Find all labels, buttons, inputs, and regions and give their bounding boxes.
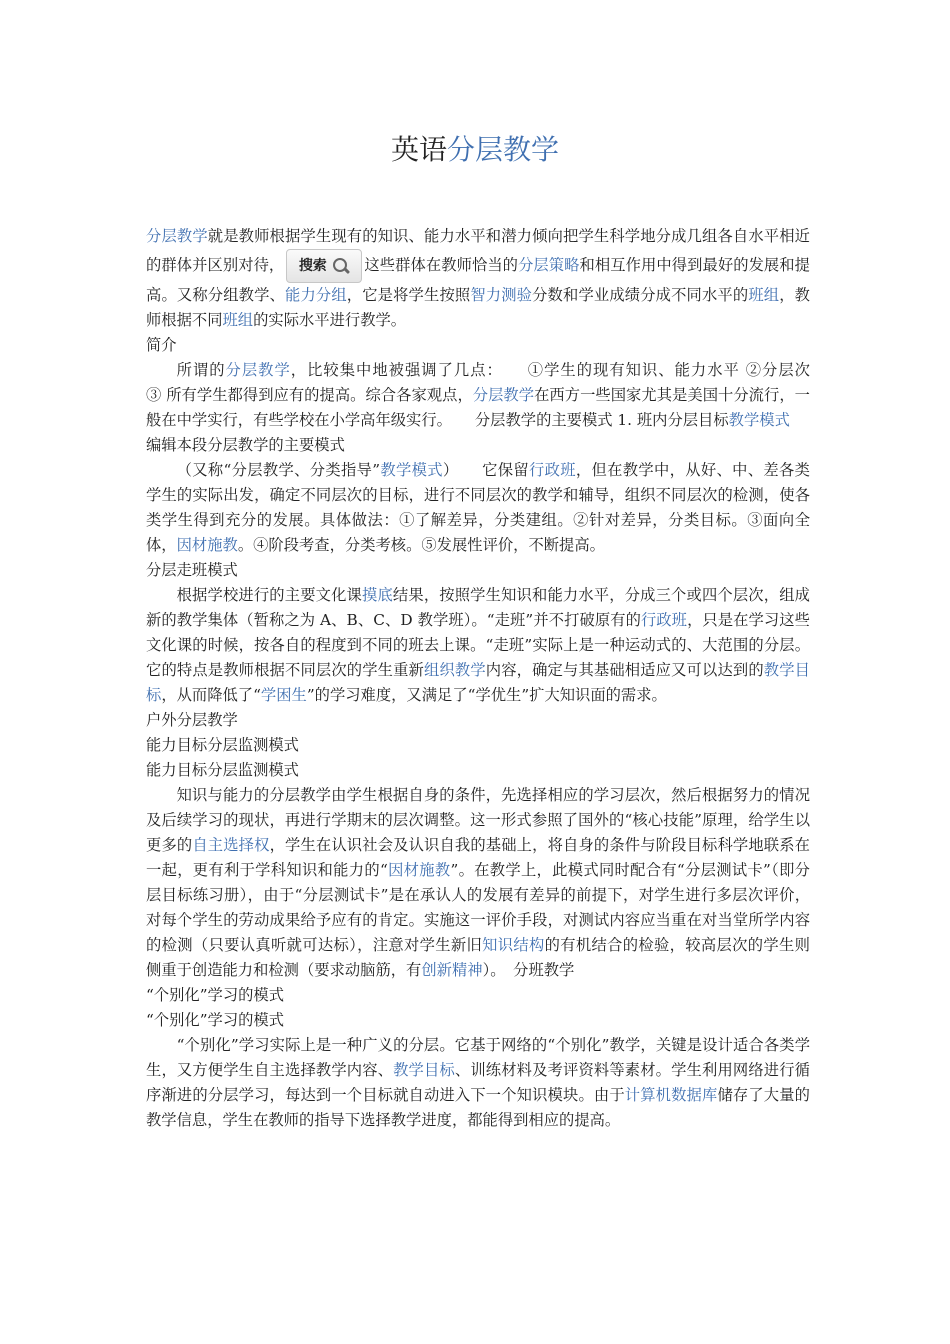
text: 结果，按照学生知识和能力水平，分成三个或四个层次，组成新的教学集体（暂称之为 A、B、C、D 教学班）。“走班”并不打破原有的 <box>146 586 810 629</box>
text: ）。 分班教学 <box>482 961 575 979</box>
search-button-label: 搜索 <box>298 257 327 274</box>
text: ”的学习难度，又满足了“学优生”扩大知识面的需求。 <box>306 686 667 704</box>
page-title <box>0 130 950 170</box>
text: 内容，确定与其基础相适应又可以达到的 <box>485 661 764 679</box>
text: 这些群体在教师恰当的 <box>364 256 519 274</box>
link-jiaoxue-moshi[interactable]: 教学模式 <box>380 461 443 479</box>
text: ，学生在认识社会及认识自我的基础上，将自身的条件与阶段目标科学地联系在一起，更有利于学科知识和能力的“ <box>146 836 810 879</box>
text: ，它是将学生按照 <box>346 286 471 304</box>
link-xingzhengban[interactable]: 行政班 <box>640 611 688 629</box>
section-heading-individual: “个别化”学习的模式 <box>146 986 285 1004</box>
link-fencengjiaoxue[interactable]: 分层教学 <box>472 386 535 404</box>
text: 的实际水平进行教学。 <box>253 311 407 329</box>
link-banzu[interactable]: 班组 <box>748 286 780 304</box>
search-button[interactable] <box>286 249 362 283</box>
link-yincaishijiao[interactable]: 因材施教 <box>176 536 238 554</box>
text: 、训练材料及考评资料等素材。学生利用网络进行循序渐进的分层学习，每达到一个目标就自动进入下一个知识模块。由于 <box>146 1061 810 1104</box>
link-jiaoxue-moshi[interactable]: 教学模式 <box>728 411 790 429</box>
text: 。④阶段考查，分类考核。⑤发展性评价，不断提高。 <box>237 536 605 554</box>
walk-paragraph <box>146 583 810 708</box>
text: 在西方一些国家尤其是美国十分流行，一般在中学实行，有些学校在小学高年级实行。 分层教学的主要模式 1. 班内分层目标 <box>146 386 810 429</box>
link-fencengcelue[interactable]: 分层策略 <box>518 256 580 274</box>
link-xuekunsheng[interactable]: 学困生 <box>260 686 307 704</box>
section-heading-walk: 分层走班模式 <box>146 561 238 579</box>
link-jiaoxue-mubiao[interactable]: 教学目标 <box>393 1061 455 1079</box>
title-prefix: 英语 <box>390 133 447 166</box>
individual-paragraph <box>146 1033 810 1133</box>
section-heading-brief: 简介 <box>146 336 177 354</box>
link-zuzhi-jiaoxue[interactable]: 组织教学 <box>424 661 486 679</box>
link-fencengjiaoxue[interactable]: 分层教学 <box>225 361 291 379</box>
text: ，教师根据不同 <box>146 286 810 329</box>
text: ，只是在学习这些文化课的时候，按各自的程度到不同的班去上课。“走班”实际上是一种运动式的、大范围的分层。它的特点是教师根据不同层次的学生重新 <box>146 611 810 679</box>
link-chuangxin-jingshen[interactable]: 创新精神 <box>421 961 483 979</box>
text: ） 它保留 <box>442 461 530 479</box>
brief-paragraph <box>146 358 841 433</box>
link-zizhu-xuanzequan[interactable]: 自主选择权 <box>192 836 270 854</box>
text: （又称“分层教学、分类指导” <box>176 461 381 479</box>
link-nengli-fenzu[interactable]: 能力分组 <box>285 286 347 304</box>
text: “个别化”学习实际上是一种广义的分层。它基于网络的“个别化”教学，关键是设计适合各类学生，又方便学生自主选择教学内容、 <box>146 1036 810 1079</box>
text: ”。在教学上，此模式同时配合有“分层测试卡”（即分层目标练习册），由于“分层测试卡”是在承认人的发展有差异的前提下，对学生进行多层次评价，对每个学生的劳动成果给予应有的肯定。实施这一评价手段，对测试内容应当重在对当堂所学内容的检测（只要认真听就可达标），注意对学生新旧 <box>146 861 810 954</box>
link-yincaishijiao[interactable]: 因材施教 <box>387 861 451 879</box>
link-fencengjiaoxue[interactable]: 分层教学 <box>146 227 208 245</box>
text: 分数和学业成绩分成不同水平的 <box>532 286 749 304</box>
link-zhishi-jiegou[interactable]: 知识结构 <box>482 936 545 954</box>
text: 根据学校进行的主要文化课 <box>176 586 363 604</box>
mode1-paragraph <box>146 458 810 558</box>
text: ，比较集中地被强调了几点： ①学生的现有知识、能力水平 ②分层次 ③ 所有学生都得到应有的提高。综合各家观点， <box>146 361 841 404</box>
link-modi[interactable]: 摸底 <box>362 586 393 604</box>
section-heading-edit: 编辑本段分层教学的主要模式 <box>146 436 345 454</box>
search-icon <box>332 257 350 275</box>
link-banzu[interactable]: 班组 <box>222 311 254 329</box>
text: 的有机结合的检验，较高层次的学生则侧重于创造能力和检测（要求动脑筋，有 <box>146 936 810 979</box>
text: 知识与能力的分层教学由学生根据自身的条件，先选择相应的学习层次，然后根据努力的情况及后续学习的现状，再进行学期末的层次调整。这一形式参照了国外的“核心技能”原理，给学生以更多的 <box>146 786 810 854</box>
text: 所谓的 <box>176 361 226 379</box>
text: 就是教师根据学生现有的知识、能力水平和潜力倾向把学生科学地分成几组各自水平相近的群体并区别对待， <box>146 227 810 274</box>
section-heading-outdoor: 户外分层教学 <box>146 711 238 729</box>
text: 和相互作用中得到最好的发展和提高。又称分组教学、 <box>146 256 810 304</box>
text: ，但在教学中，从好、中、差各类学生的实际出发，确定不同层次的目标，进行不同层次的教学和辅导，组织不同层次的检测，使各类学生得到充分的发展。具体做法：①了解差异，分类建组。②针对差异，分类目标。③面向全体， <box>146 461 810 554</box>
section-heading-individual-sub: “个别化”学习的模式 <box>146 1011 285 1029</box>
text: 储存了大量的教学信息，学生在教师的指导下选择教学进度，都能得到相应的提高。 <box>146 1086 810 1129</box>
link-jisuanji-shujuku[interactable]: 计算机数据库 <box>624 1086 718 1104</box>
article-body <box>146 224 841 1133</box>
link-xingzhengban[interactable]: 行政班 <box>529 461 576 479</box>
section-heading-ability: 能力目标分层监测模式 <box>146 736 299 754</box>
link-jiaoxue-mubiao[interactable]: 教学目标 <box>146 661 810 704</box>
title-link[interactable]: 分层教学 <box>447 133 560 166</box>
ability-paragraph <box>146 783 810 983</box>
section-heading-ability-sub: 能力目标分层监测模式 <box>146 761 299 779</box>
text: ，从而降低了“ <box>161 686 261 704</box>
link-zhili-ceyan[interactable]: 智力测验 <box>470 286 533 304</box>
intro-paragraph <box>146 224 810 333</box>
